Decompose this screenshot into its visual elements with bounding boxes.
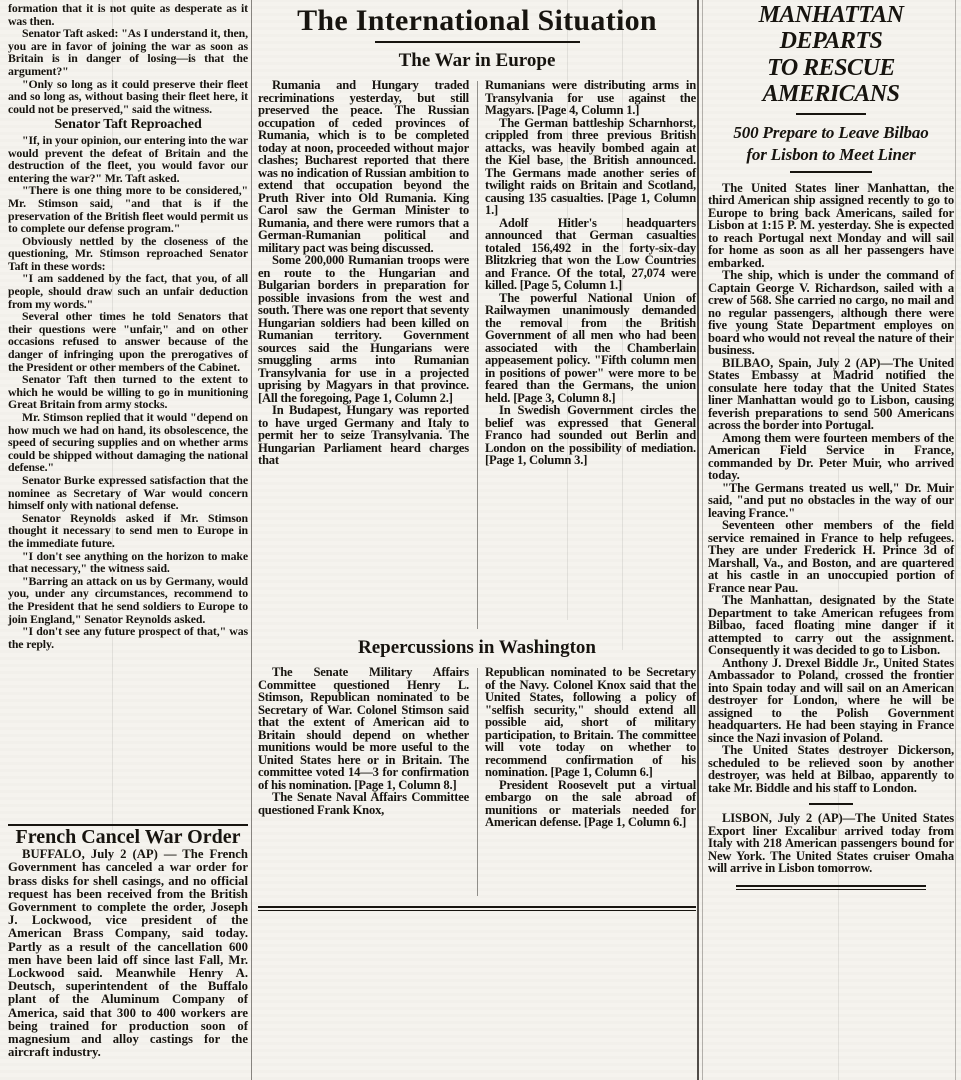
french-cancel-body	[8, 848, 248, 1059]
international-situation-section	[258, 0, 696, 911]
article-paragraph: Adolf Hitler's headquarters announced that German casualties totaled 156,492 in the forty-six-day Blitzkrieg that won the Low Countries and France. Of the total, 27,074 were killed. [Page 5, Column 1.]	[485, 215, 696, 292]
repercussions-col-right	[485, 666, 696, 898]
article-paragraph: Obviously nettled by the closeness of the questioning, Mr. Stimson reproached Senator Taft in these words:	[8, 233, 248, 273]
international-situation-title: The International Situation	[297, 4, 657, 37]
article-paragraph: The United States liner Manhattan, the third American ship assigned recently to go to Europe to bring back Americans, sailed for Lisbon at 1:15 P. M. yesterday. She is expected to reach Portugal next Monday and will sail for home as soon as all her passengers have embarked.	[708, 180, 954, 270]
manhattan-subhead	[712, 122, 950, 166]
manhattan-headline	[708, 2, 954, 108]
article-paragraph: In Budapest, Hungary was reported to have urged Germany and Italy to permit her to seize Transylvania. The Hungarian Parliament heard charges that	[258, 403, 469, 467]
lisbon-dispatch	[708, 812, 954, 875]
article-paragraph: The powerful National Union of Railwaymen unanimously demanded the removal from the British Government of all men who had been associated with the Chamberlain appeasement policy. "Fifth column men in positions of power" were more to be feared than the Germans, the union held. [Page 3, Column 8.]	[485, 290, 696, 405]
manhattan-body	[708, 182, 954, 795]
manhattan-subhead-line1: 500 Prepare to Leave Bilbao	[733, 122, 929, 142]
article-end-double-rule	[736, 885, 926, 890]
repercussions-col-left	[258, 666, 469, 898]
article-paragraph: LISBON, July 2 (AP)—The United States Export liner Excalibur arrived today from Italy with 218 American passengers bound for New York. The United States cruiser Omaha will arrive in Lisbon tomorrow.	[708, 811, 954, 876]
article-paragraph: The ship, which is under the command of Captain George V. Richardson, sailed with a crew of 568. She carried no cargo, no mail and no regular passengers, although there were five young State Department employes on board who would not reveal the nature of their business.	[708, 268, 954, 358]
page-edge-rule	[955, 0, 956, 1080]
section-end-double-rule	[258, 906, 696, 911]
article-paragraph: "Barring an attack on us by Germany, would you, under any circumstances, recommend to the President that he send soldiers to Europe to join England," Senator Reynolds asked.	[8, 573, 248, 626]
war-europe-col-left	[258, 79, 469, 631]
article-subhead: Senator Taft Reproached	[54, 117, 202, 133]
article-paragraph: Senator Taft asked: "As I understand it, then, you are in favor of joining the war as soon as Britain is in danger of losing—is that the argument?"	[8, 26, 248, 78]
stimson-article-body	[8, 2, 248, 650]
subhead-underline-rule	[790, 171, 872, 173]
article-paragraph: The United States destroyer Dickerson, scheduled to be relieved soon by another destroyer, was held at Bilbao, apparently to take Mr. Biddle and his staff to London.	[708, 743, 954, 795]
article-paragraph: The Senate Naval Affairs Committee questioned Frank Knox,	[258, 790, 469, 817]
article-paragraph: Seventeen other members of the field service remained in France to help refugees. They are under Frederick H. Prince 3d of Marshall, Va., and Boston, and are quartered at his castle in an unoccupied portion of France near Pau.	[708, 518, 954, 595]
scan-streak	[112, 0, 113, 830]
article-paragraph: Anthony J. Drexel Biddle Jr., United States Ambassador to Poland, crossed the frontier into Spain today and will sail on an American destroyer for London, where he will be assigned to the Polish Government headquarters. He had been staying in France since the Nazi invasion of Poland.	[708, 655, 954, 745]
article-paragraph: "There is one thing more to be considered," Mr. Stimson said, "and that is if the preservation of the British fleet would permit us to complete our defense program."	[8, 183, 248, 236]
headline-underline-rule	[796, 113, 866, 115]
scan-streak	[622, 0, 623, 650]
article-paragraph: "I don't see any future prospect of that," was the reply.	[8, 624, 248, 651]
manhattan-subhead-line2: for Lisbon to Meet Liner	[746, 144, 916, 164]
article-paragraph: The Manhattan, designated by the State Department to take American refugees from Bilbao, faced floating mine danger if it attempted to carry out the assignment. Consequently it was decided to go to Lisbon.	[708, 593, 954, 658]
article-paragraph: Some 200,000 Rumanian troops were en route to the Hungarian and Bulgarian borders in preparation for possible invasions from the west and south. There was one report that seventy Hungarian soldiers had been killed on Rumanian territory. Government sources said the Hungarians were smuggling arms into Rumanian Transylvania for use in a projected uprising by Magyars in that province. [All the foregoing, Page 1, Column 2.]	[258, 253, 469, 405]
article-paragraph: "I don't see anything on the horizon to make that necessary," the witness said.	[8, 548, 248, 576]
paragraph-divider-rule	[809, 803, 853, 805]
article-paragraph: Republican nominated to be Secretary of the Navy. Colonel Knox said that the United States, following a policy of "selfish security," should extend all possible aid, short of military participation, to Britain. The committee will vote today on whether to recommend confirmation of his nomination. [Page 1, Column 6.]	[485, 665, 696, 779]
repercussions-heading: Repercussions in Washington	[358, 637, 596, 658]
article-paragraph: Senator Reynolds asked if Mr. Stimson thought it necessary to send men to Europe in the immediate future.	[8, 510, 248, 550]
article-paragraph: Senator Taft then turned to the extent to which he would be willing to go in munitioning Great Britain from army stocks.	[8, 372, 248, 412]
column-divider	[251, 0, 252, 1080]
stimson-hearing-article	[8, 2, 248, 650]
column-divider	[702, 0, 703, 1080]
article-paragraph: Several other times he told Senators that their questions were "unfair," and on other occasions refused to answer because of the danger of infringing upon the prerogatives of the President or other members of the Cabinet.	[8, 309, 248, 374]
manhattan-headline-line2: TO RESCUE AMERICANS	[762, 54, 900, 108]
article-paragraph: "The Germans treated us well," Dr. Muir said, "and put no obstacles in the way of our leaving France."	[708, 480, 954, 520]
scan-streak	[838, 300, 839, 1080]
manhattan-headline-line1: MANHATTAN DEPARTS	[758, 2, 904, 55]
article-paragraph: Rumanians were distributing arms in Transylvania for use against the Magyars. [Page 4, Column 1.]	[485, 78, 696, 117]
column-divider	[697, 0, 699, 1080]
french-cancel-article	[8, 824, 248, 1059]
article-paragraph: Senator Burke expressed satisfaction that the nominee as Secretary of War would concern himself only with national defense.	[8, 472, 248, 513]
article-paragraph: "Only so long as it could preserve their fleet and so long as, without basing their fleet here, it could not be preserved," said the witness.	[8, 76, 248, 116]
article-paragraph: formation that it is not quite as desperate as it was then.	[8, 1, 248, 28]
war-in-europe-columns	[258, 79, 696, 631]
war-in-europe-heading: The War in Europe	[398, 50, 556, 71]
article-paragraph: President Roosevelt put a virtual embargo on the sale abroad of munitions or materials needed for American defense. [Page 1, Column 6.]	[485, 777, 696, 829]
article-paragraph: BILBAO, Spain, July 2 (AP)—The United States Embassy at Madrid notified the consulate here today that the United States liner Manhattan would go to Lisbon, causing feverish preparations to send 500 Americans across the border into Portugal.	[708, 355, 954, 433]
article-paragraph: BUFFALO, July 2 (AP) — The French Government has canceled a war order for brass disks for shell casings, and no official request has been received from the British Government to complete the order, Joseph J. Lockwood, vice president of the American Brass Company, said today. Partly as a result of the cancellation 600 men have been laid off since last Fall, Mr. Lockwood said. Meanwhile Henry A. Deutsch, superintendent of the Buffalo plant of the Aluminum Company of America, said that 300 to 400 workers are being trained for production soon of magnesium and alloy castings for the aircraft industry.	[8, 847, 248, 1060]
headline-underline-rule	[375, 41, 580, 43]
article-paragraph: "I am saddened by the fact, that you, of all people, should draw such an unfair deduction from my words."	[8, 271, 248, 311]
article-paragraph: Among them were fourteen members of the American Field Service in France, commanded by Dr. Peter Muir, who arrived today.	[708, 430, 954, 483]
article-paragraph: In Swedish Government circles the belief was expressed that General Franco had sounded out Berlin and London on the possibility of mediation. [Page 1, Column 3.]	[485, 403, 696, 467]
repercussions-columns	[258, 666, 696, 898]
manhattan-article	[708, 0, 954, 890]
article-paragraph: Mr. Stimson replied that it would "depend on how much we had on hand, its obsolescence, the speed of securing supplies and on whether arms could be shipped without damaging the national defense."	[8, 410, 248, 475]
scan-streak	[567, 0, 568, 620]
article-paragraph: The German battleship Scharnhorst, crippled from three previous British attacks, was heavily bombed again at the Kiel base, the British announced. The Germans made another series of twilight raids on Britain and Scotland, causing 135 casualties. [Page 1, Column 1.]	[485, 115, 696, 217]
article-paragraph: Rumania and Hungary traded recriminations yesterday, but still preserved the peace. The Russian occupation of ceded provinces of Rumania, which is to be completed today at noon, proceeded without major clashes; Bucharest reported that there was no indication of Russian ambition to extend that occupation beyond the Pruth River into Old Rumania. King Carol saw the German Minister to Rumania, and there were rumors that a German-Rumanian political and military pact was being discussed.	[258, 78, 469, 255]
article-paragraph: "If, in your opinion, our entering into the war would prevent the defeat of Britain and the destruction of the fleet, you would favor our entering the war?" Mr. Taft asked.	[8, 132, 248, 185]
article-paragraph: The Senate Military Affairs Committee questioned Henry L. Stimson, Republican nominated to be Secretary of War. Colonel Stimson said that the extent of American aid to Britain should depend on whether munitions would be more useful to the United States here or in Britain. The committee voted 14—3 for confirmation of his nomination. [Page 1, Column 8.]	[258, 665, 469, 792]
war-europe-col-right	[485, 79, 696, 631]
french-cancel-headline: French Cancel War Order	[15, 826, 241, 848]
